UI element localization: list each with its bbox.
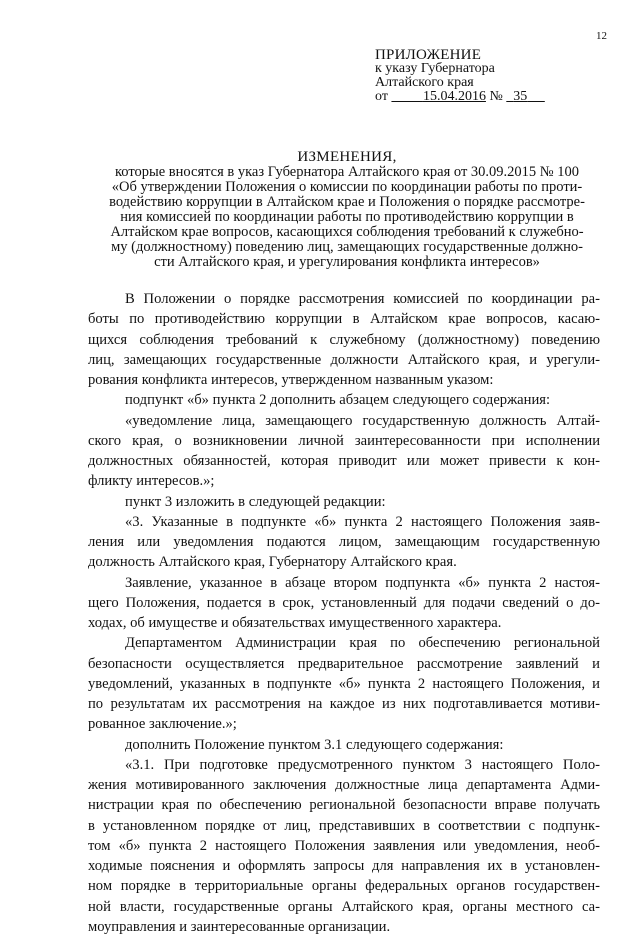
document-title bbox=[82, 150, 612, 270]
title-heading: ИЗМЕНЕНИЯ, bbox=[297, 149, 397, 165]
body-line: щихся соблюдения требований к служебному (должностному) поведению bbox=[88, 331, 600, 348]
body-line: ского края, о возникновении личной заинтересованности при исполнении bbox=[88, 432, 600, 449]
appendix-heading: ПРИЛОЖЕНИЕ bbox=[375, 47, 482, 63]
title-line: ния комиссией по координации работы по противодействию коррупции в bbox=[120, 209, 574, 225]
body-line: нистрации края по обеспечению региональной безопасности вправе получать bbox=[88, 797, 600, 814]
appendix-block bbox=[375, 48, 545, 104]
appendix-line-decree: к указу Губернатора bbox=[375, 61, 495, 76]
page-number: 12 bbox=[596, 30, 607, 42]
body-line: фликту интересов.»; bbox=[88, 473, 215, 490]
document-body bbox=[88, 289, 600, 937]
body-line: дополнить Положение пунктом 3.1 следующего содержания: bbox=[125, 736, 504, 753]
decree-number bbox=[506, 89, 545, 104]
decree-number-value: 35 bbox=[513, 89, 528, 104]
body-line: уведомлений, указанных в подпункте «б» пункта 2 настоящего Положения, и bbox=[88, 675, 600, 692]
body-line: ном порядке в территориальные органы федеральных органов государствен- bbox=[88, 878, 600, 895]
body-line: по результатам их рассмотрения на каждое из них подготавливается мотиви- bbox=[88, 696, 600, 712]
body-line: ления или уведомления подаются лицом, замещающим государственную bbox=[88, 534, 600, 550]
title-line: Алтайском крае вопросов, касающихся соблюдения требований к служебно- bbox=[110, 224, 584, 240]
body-line: ной власти, государственные органы Алтайского края, органы местного са- bbox=[88, 898, 600, 915]
decree-date-value: 15.04.2016 bbox=[422, 89, 486, 104]
body-line: В Положении о порядке рассмотрения комиссией по координации ра- bbox=[125, 291, 600, 307]
body-line: рованное заключение.»; bbox=[88, 716, 237, 733]
body-line: щего Положения, подается в срок, установленный для подачи сведений о до- bbox=[88, 594, 600, 611]
body-line: том «б» пункта 2 настоящего Положения заявления или уведомления, необ- bbox=[88, 837, 600, 854]
body-line: в установленном порядке от лиц, представивших в соответствии с подпунк- bbox=[88, 817, 600, 834]
body-line: боты по противодействию коррупции в Алтайском крае вопросов, касаю- bbox=[88, 311, 600, 328]
title-line: «Об утверждении Положения о комиссии по координации работы по проти- bbox=[111, 179, 583, 195]
body-line: рования конфликта интересов, утвержденном названным указом: bbox=[88, 372, 494, 388]
body-line: должностных обязанностей, которая приводит или может привести к кон- bbox=[88, 453, 600, 469]
body-line: Заявление, указанное в абзаце втором подпункта «б» пункта 2 настоя- bbox=[125, 574, 600, 591]
body-line: «3.1. При подготовке предусмотренного пунктом 3 настоящего Поло- bbox=[125, 756, 600, 773]
appendix-line-region: Алтайского края bbox=[375, 75, 474, 90]
title-line: му (должностному) поведению лиц, замещающих государственные должно- bbox=[111, 239, 583, 255]
body-line: должность Алтайского края, Губернатору Алтайского края. bbox=[88, 554, 457, 571]
number-label: № bbox=[489, 89, 503, 104]
body-line: моуправления и заинтересованные организации. bbox=[88, 918, 391, 935]
from-label: от bbox=[375, 89, 388, 104]
body-line: лиц, замещающих государственные должности Алтайского края, и урегули- bbox=[88, 351, 600, 368]
body-line: подпункт «б» пункта 2 дополнить абзацем следующего содержания: bbox=[125, 392, 551, 409]
title-line: сти Алтайского края, и урегулирования конфликта интересов» bbox=[154, 254, 540, 270]
body-line: пункт 3 изложить в следующей редакции: bbox=[125, 493, 386, 510]
body-line: ходимые пояснения и оформлять запросы для направления их в установлен- bbox=[88, 858, 600, 874]
body-line: «3. Указанные в подпункте «б» пункта 2 настоящего Положения заяв- bbox=[125, 513, 600, 530]
body-line: «уведомление лица, замещающего государственную должность Алтай- bbox=[125, 412, 600, 429]
body-line: Департаментом Администрации края по обеспечению региональной bbox=[125, 635, 600, 652]
decree-date bbox=[391, 89, 486, 104]
title-line: водействию коррупции в Алтайском крае и Положения о порядке рассмотре- bbox=[109, 194, 585, 210]
title-line: которые вносятся в указ Губернатора Алтайского края от 30.09.2015 № 100 bbox=[114, 164, 579, 180]
body-line: безопасности осуществляется предварительное рассмотрение заявлений и bbox=[88, 655, 600, 672]
appendix-date-line bbox=[375, 90, 545, 104]
body-line: ходах, об имуществе и обязательствах имущественного характера. bbox=[88, 615, 502, 631]
body-line: жения мотивированного заключения должностные лица департамента Адми- bbox=[88, 777, 600, 793]
